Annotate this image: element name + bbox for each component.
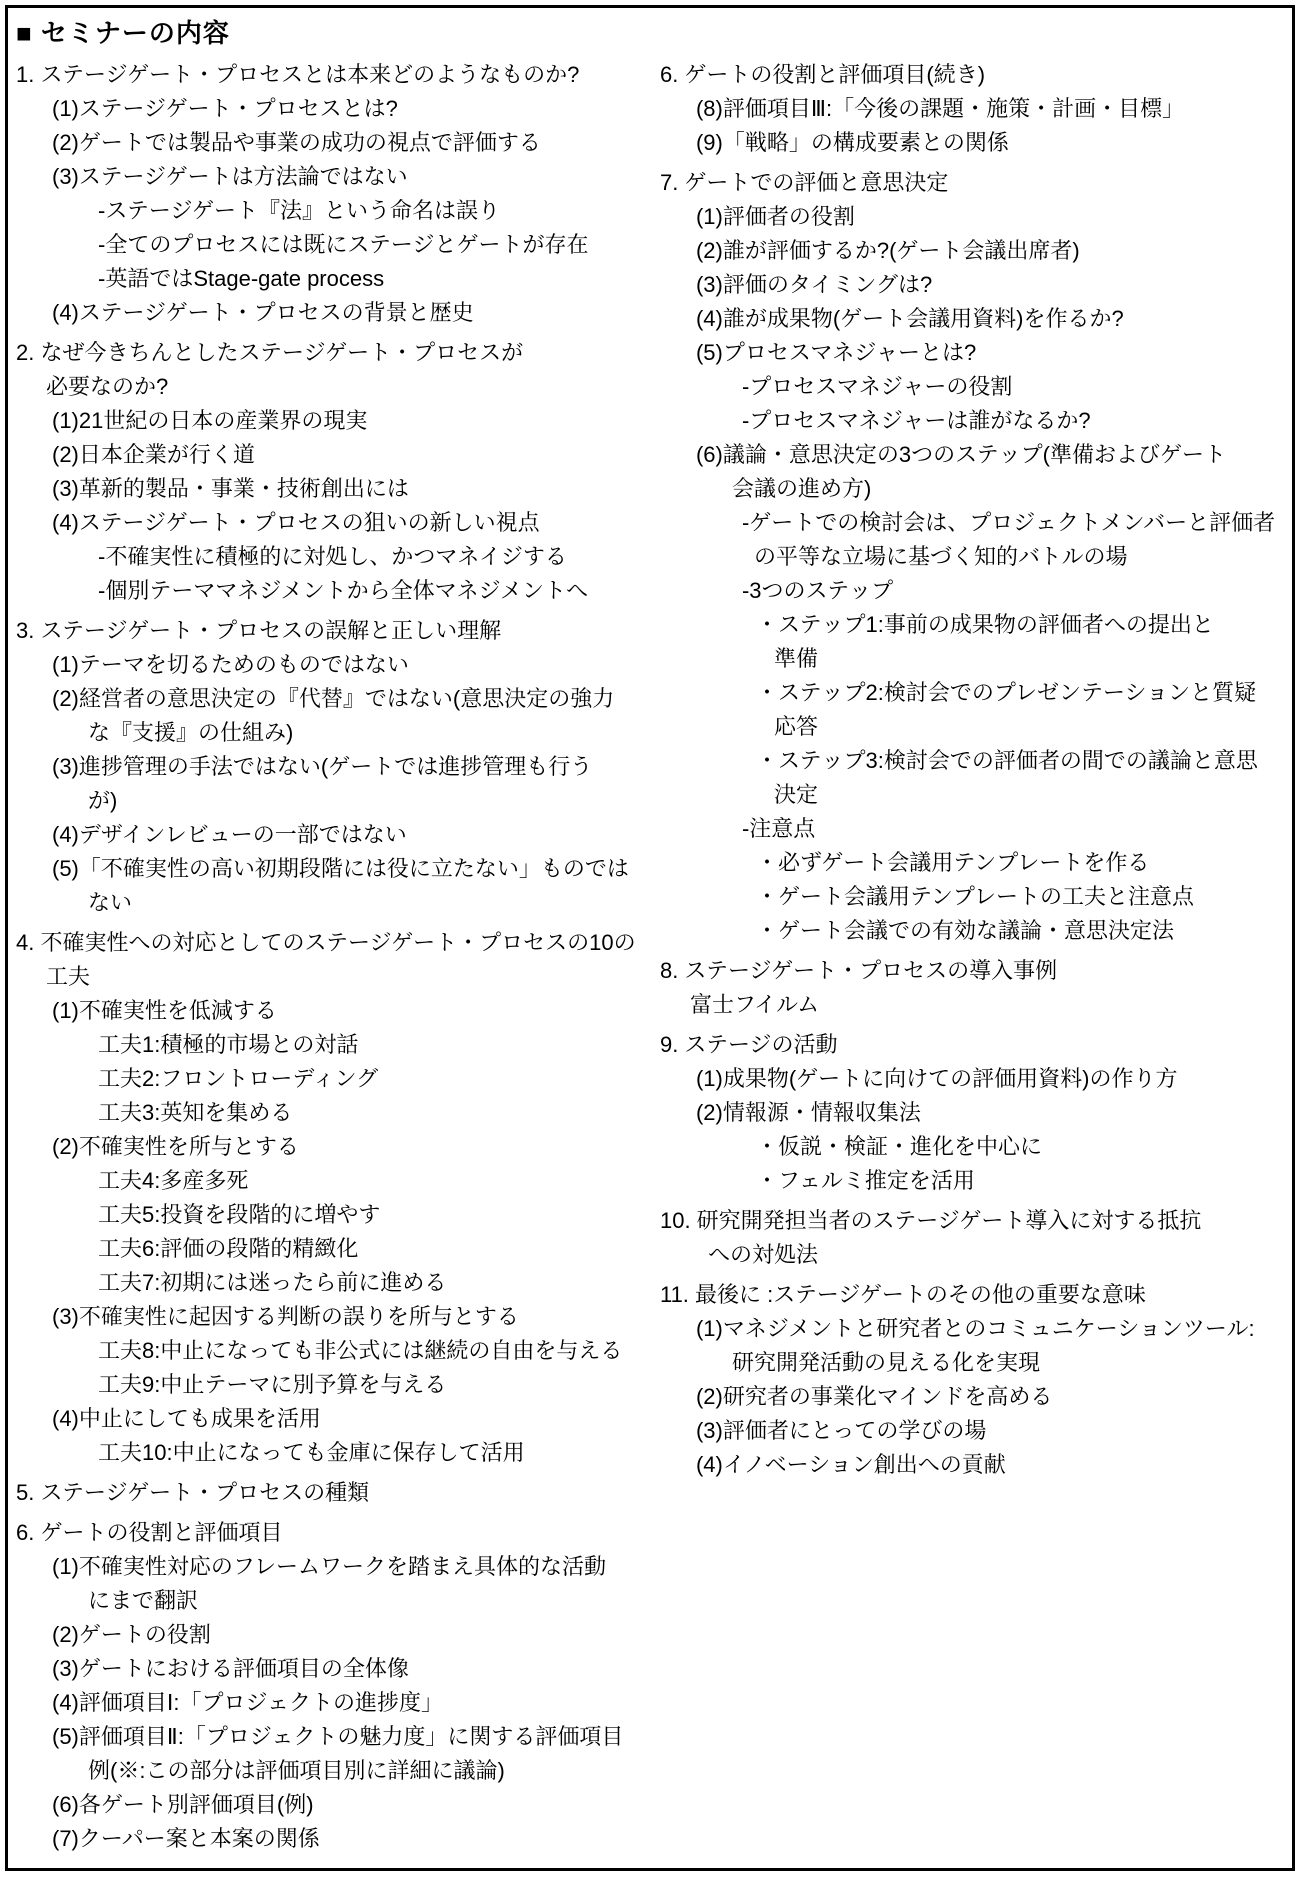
outline-line: 決定 <box>773 782 818 807</box>
outline-line: -ステージゲート『法』という命名は誤り <box>98 198 501 223</box>
outline-line: (1)テーマを切るためのものではない <box>52 652 409 677</box>
outline-line: (2)経営者の意思決定の『代替』ではない(意思決定の強力 <box>52 686 615 711</box>
outline-line: -プロセスマネジャーの役割 <box>741 374 1013 399</box>
outline-line: -個別テーママネジメントから全体マネジメントへ <box>98 578 589 603</box>
outline-line: 工夫9:中止テーマに別予算を与える <box>98 1372 447 1397</box>
outline-line: 9. ステージの活動 <box>659 1032 838 1057</box>
outline-line: (8)評価項目Ⅲ:「今後の課題・施策・計画・目標」 <box>695 96 1185 121</box>
outline-line: (1)ステージゲート・プロセスとは? <box>52 96 398 121</box>
outline-line: (5)「不確実性の高い初期段階には役に立たない」ものでは <box>52 856 629 881</box>
outline-section <box>16 336 651 608</box>
outline-line: 11. 最後に :ステージゲートのその他の重要な意味 <box>659 1282 1146 1307</box>
outline-line: 会議の進め方) <box>731 476 872 501</box>
outline-line: 必要なのか? <box>46 374 169 399</box>
outline-line: (2)情報源・情報収集法 <box>695 1100 921 1125</box>
outline-section <box>660 166 1286 948</box>
outline-line: (4)中止にしても成果を活用 <box>52 1406 321 1431</box>
outline-line: 4. 不確実性への対応としてのステージゲート・プロセスの10の <box>16 930 636 955</box>
outline-line: (3)ゲートにおける評価項目の全体像 <box>52 1656 409 1681</box>
outline-line: 工夫5:投資を段階的に増やす <box>98 1202 381 1227</box>
outline-line: -全てのプロセスには既にステージとゲートが存在 <box>98 232 589 257</box>
outline-line: (7)クーパー案と本案の関係 <box>52 1826 320 1851</box>
outline-line: (1)不確実性を低減する <box>52 998 277 1023</box>
page-title: ■ セミナーの内容 <box>16 18 230 48</box>
outline-section <box>16 614 651 920</box>
outline-section <box>16 1516 651 1856</box>
outline-line: な『支援』の仕組み) <box>88 720 294 745</box>
outline-line: -3つのステップ <box>741 578 894 603</box>
outline-line: ・仮説・検証・進化を中心に <box>755 1134 1042 1159</box>
outline-line: 工夫 <box>46 964 91 989</box>
outline-line: (2)誰が評価するか?(ゲート会議出席者) <box>695 238 1080 263</box>
column-right <box>651 52 1286 1482</box>
outline-line: 応答 <box>773 714 818 739</box>
outline-section <box>16 926 651 1470</box>
document-frame <box>5 5 1295 1871</box>
outline-line: 工夫3:英知を集める <box>98 1100 293 1125</box>
outline-line: -不確実性に積極的に対処し、かつマネイジする <box>98 544 567 569</box>
outline-line: (1)成果物(ゲートに向けての評価用資料)の作り方 <box>695 1066 1178 1091</box>
outline-line: (1)マネジメントと研究者とのコミュニケーションツール: <box>695 1316 1255 1341</box>
outline-line: ・ステップ1:事前の成果物の評価者への提出と <box>755 612 1214 637</box>
outline-section <box>660 1204 1286 1272</box>
outline-line: 5. ステージゲート・プロセスの種類 <box>16 1480 370 1505</box>
outline-line: (6)議論・意思決定の3つのステップ(準備およびゲート <box>695 442 1226 467</box>
outline-columns <box>16 52 1286 1856</box>
outline-line: 2. なぜ今きちんとしたステージゲート・プロセスが <box>16 340 524 365</box>
outline-line: (3)評価者にとっての学びの場 <box>695 1418 987 1443</box>
outline-line: (3)評価のタイミングは? <box>695 272 933 297</box>
column-left <box>16 52 651 1856</box>
outline-line: (2)ゲートでは製品や事業の成功の視点で評価する <box>52 130 541 155</box>
outline-line: が) <box>88 788 118 813</box>
outline-section <box>660 954 1286 1022</box>
outline-line: 例(※:この部分は評価項目別に詳細に議論) <box>88 1758 505 1783</box>
outline-line: 工夫10:中止になっても金庫に保存して活用 <box>98 1440 525 1465</box>
outline-line: (4)誰が成果物(ゲート会議用資料)を作るか? <box>695 306 1124 331</box>
outline-line: 6. ゲートの役割と評価項目 <box>16 1520 283 1545</box>
outline-line: ・フェルミ推定を活用 <box>755 1168 975 1193</box>
outline-line: 7. ゲートでの評価と意思決定 <box>659 170 949 195</box>
outline-line: 3. ステージゲート・プロセスの誤解と正しい理解 <box>16 618 502 643</box>
outline-line: の平等な立場に基づく知的バトルの場 <box>753 544 1128 569</box>
outline-line: 工夫6:評価の段階的精緻化 <box>98 1236 359 1261</box>
outline-line: にまで翻訳 <box>88 1588 199 1613</box>
outline-line: への対処法 <box>707 1242 818 1267</box>
outline-line: (4)イノベーション創出への貢献 <box>695 1452 1006 1477</box>
outline-line: (1)評価者の役割 <box>695 204 855 229</box>
outline-section <box>16 1476 651 1510</box>
outline-line: -英語ではStage-gate process <box>98 266 385 291</box>
outline-line: (4)ステージゲート・プロセスの背景と歴史 <box>52 300 474 325</box>
outline-line: 1. ステージゲート・プロセスとは本来どのようなものか? <box>16 62 580 87</box>
outline-line: 8. ステージゲート・プロセスの導入事例 <box>659 958 1058 983</box>
outline-section <box>660 58 1286 160</box>
outline-line: ・ステップ2:検討会でのプレゼンテーションと質疑 <box>755 680 1257 705</box>
outline-line: (6)各ゲート別評価項目(例) <box>52 1792 314 1817</box>
outline-line: -注意点 <box>741 816 816 841</box>
outline-line: -ゲートでの検討会は、プロジェクトメンバーと評価者 <box>741 510 1276 535</box>
outline-line: 工夫7:初期には迷ったら前に進める <box>98 1270 447 1295</box>
outline-line: 工夫8:中止になっても非公式には継続の自由を与える <box>98 1338 623 1363</box>
outline-line: (3)進捗管理の手法ではない(ゲートでは進捗管理も行う <box>52 754 593 779</box>
outline-line: 工夫2:フロントローディング <box>98 1066 379 1091</box>
outline-line: (9)「戦略」の構成要素との関係 <box>695 130 1009 155</box>
outline-line: 工夫1:積極的市場との対話 <box>98 1032 359 1057</box>
outline-line: 10. 研究開発担当者のステージゲート導入に対する抵抗 <box>659 1208 1202 1233</box>
outline-line: (4)デザインレビューの一部ではない <box>52 822 407 847</box>
outline-line: (5)評価項目Ⅱ:「プロジェクトの魅力度」に関する評価項目 <box>52 1724 624 1749</box>
outline-section <box>660 1278 1286 1482</box>
outline-line: (3)不確実性に起因する判断の誤りを所与とする <box>52 1304 519 1329</box>
outline-line: 研究開発活動の見える化を実現 <box>731 1350 1040 1375</box>
outline-line: (3)ステージゲートは方法論ではない <box>52 164 408 189</box>
outline-line: 工夫4:多産多死 <box>98 1168 249 1193</box>
outline-line: ない <box>88 890 133 915</box>
outline-line: ・必ずゲート会議用テンプレートを作る <box>755 850 1150 875</box>
outline-line: (2)研究者の事業化マインドを高める <box>695 1384 1053 1409</box>
outline-line: (4)評価項目Ⅰ:「プロジェクトの進捗度」 <box>52 1690 444 1715</box>
outline-line: (2)日本企業が行く道 <box>52 442 255 467</box>
outline-line: -プロセスマネジャーは誰がなるか? <box>741 408 1091 433</box>
outline-line: (5)プロセスマネジャーとは? <box>695 340 977 365</box>
outline-line: 準備 <box>773 646 818 671</box>
outline-line: ・ステップ3:検討会での評価者の間での議論と意思 <box>755 748 1258 773</box>
outline-line: (4)ステージゲート・プロセスの狙いの新しい視点 <box>52 510 540 535</box>
outline-line: 富士フイルム <box>689 992 820 1017</box>
outline-line: (1)不確実性対応のフレームワークを踏まえ具体的な活動 <box>52 1554 607 1579</box>
outline-line: ・ゲート会議での有効な議論・意思決定法 <box>755 918 1174 943</box>
outline-section <box>660 1028 1286 1198</box>
outline-line: (2)不確実性を所与とする <box>52 1134 299 1159</box>
outline-line: (3)革新的製品・事業・技術創出には <box>52 476 409 501</box>
outline-line: (2)ゲートの役割 <box>52 1622 211 1647</box>
outline-line: ・ゲート会議用テンプレートの工夫と注意点 <box>755 884 1194 909</box>
outline-line: (1)21世紀の日本の産業界の現実 <box>52 408 368 433</box>
outline-line: 6. ゲートの役割と評価項目(続き) <box>659 62 986 87</box>
outline-section <box>16 58 651 330</box>
